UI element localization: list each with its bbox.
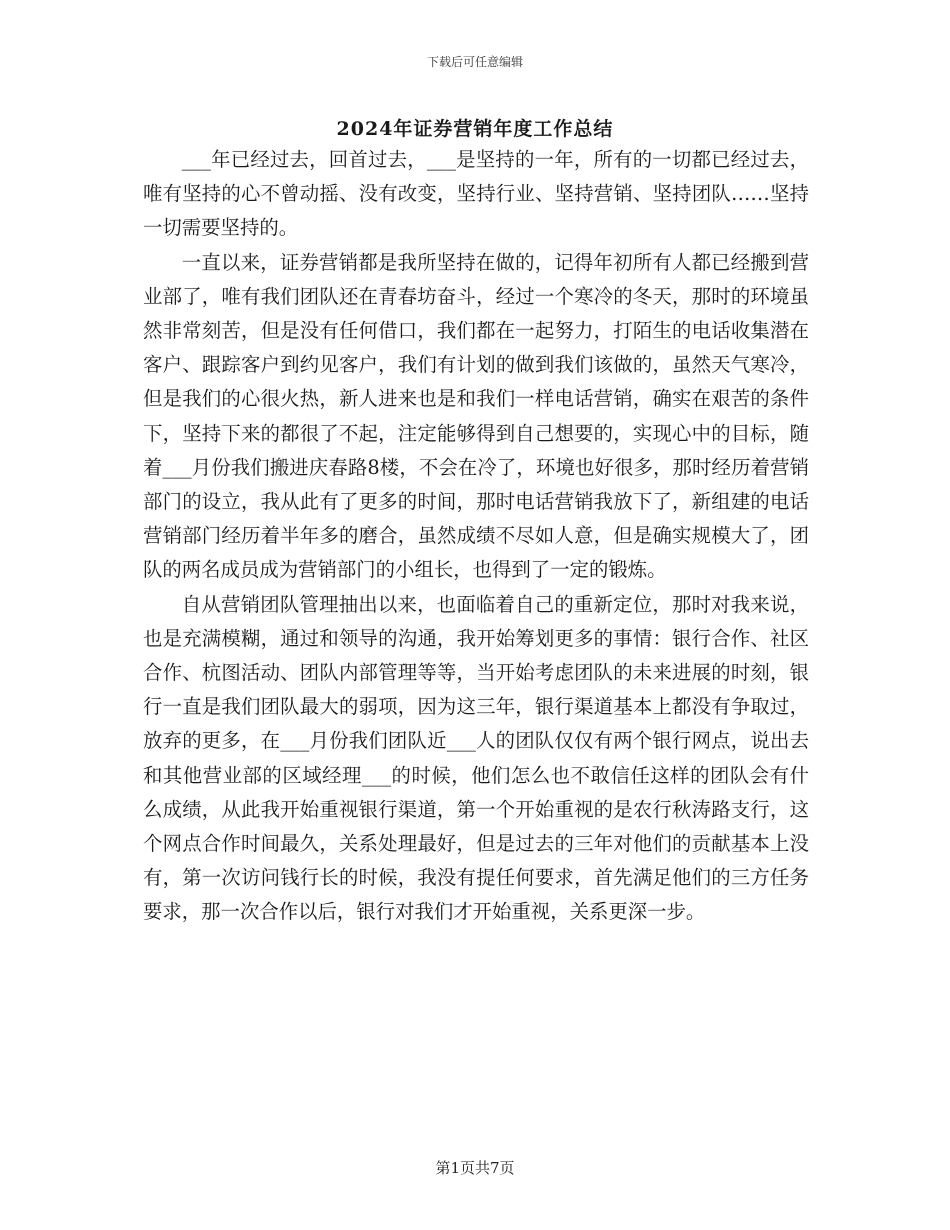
page-indicator: 第1页共7页: [435, 1159, 515, 1177]
paragraph-3: 自从营销团队管理抽出以来，也面临着自己的重新定位，那时对我来说，也是充满模糊，通过和领导的沟通，我开始筹划更多的事情：银行合作、社区合作、杭图活动、团队内部管理等等，当开始考虑团队的未来进展的时刻，银行一直是我们团队最大的弱项，因为这三年，银行渠道基本上都没有争取过，放弃的更多，在___月份我们团队近___人的团队仅仅有两个银行网点，说出去和其他营业部的区域经理___的时候，他们怎么也不敢信任这样的团队会有什么成绩，从此我开始重视银行渠道，第一个开始重视的是农行秋涛路支行，这个网点合作时间最久，关系处理最好，但是过去的三年对他们的贡献基本上没有，第一次访问钱行长的时候，我没有提任何要求，首先满足他们的三方任务要求，那一次合作以后，银行对我们才开始重视，关系更深一步。: [143, 592, 809, 924]
paragraph-2: 一直以来，证券营销都是我所坚持在做的，记得年初所有人都已经搬到营业部了，唯有我们团队还在青春坊奋斗，经过一个寒冷的冬天，那时的环境虽然非常刻苦，但是没有任何借口，我们都在一起努力，打陌生的电话收集潜在客户、跟踪客户到约见客户，我们有计划的做到我们该做的，虽然天气寒冷，但是我们的心很火热，新人进来也是和我们一样电话营销，确实在艰苦的条件下，坚持下来的都很了不起，注定能够得到自己想要的，实现心中的目标，随着___月份我们搬进庆春路8楼，不会在冷了，环境也好很多，那时经历着营销部门的设立，我从此有了更多的时间，那时电话营销我放下了，新组建的电话营销部门经历着半年多的磨合，虽然成绩不尽如人意，但是确实规模大了，团队的两名成员成为营销部门的小组长，也得到了一定的锻炼。: [143, 250, 809, 582]
header-note: 下载后可任意编辑: [426, 55, 523, 69]
document-title: 2024年证券营销年度工作总结: [336, 118, 614, 140]
document-body: [143, 143, 809, 930]
paragraph-1: ___年已经过去，回首过去，___是坚持的一年，所有的一切都已经过去，唯有坚持的心不曾动摇、没有改变，坚持行业、坚持营销、坚持团队……坚持一切需要坚持的。: [143, 148, 809, 240]
